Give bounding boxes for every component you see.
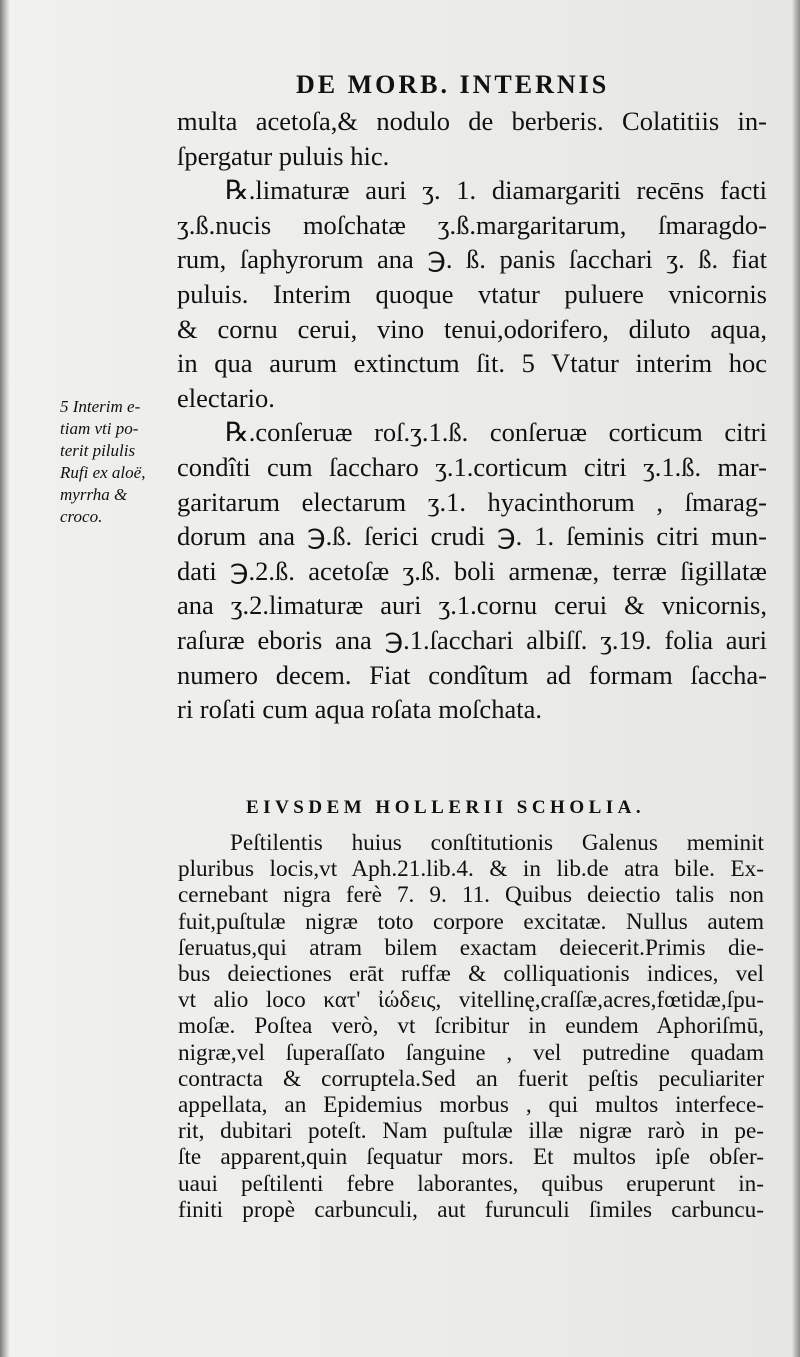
text-line: condîti cum ſaccharo ʒ.1.corticum citri ʒ.1.ß. mar-	[177, 451, 767, 482]
text-line: electario.	[177, 382, 275, 413]
scholia-line: vt alio loco κατ' ἰώδεις, vitellinę,craſſæ,acres,fœtidæ,ſpu-	[178, 987, 764, 1014]
text-line: rum, ſaphyrorum ana ℈. ß. panis ſacchari ʒ. ß. fiat	[177, 244, 767, 275]
margin-note-line: croco.	[60, 507, 103, 526]
page-right-edge-shadow	[792, 0, 800, 1357]
scholia-line: moſæ. Poſtea verò, vt ſcribitur in eundem Aphoriſmū,	[178, 1013, 764, 1040]
margin-note-line: 5 Interim e-	[60, 397, 141, 416]
text-line: ℞.conſeruæ roſ.ʒ.1.ß. conſeruæ corticum citri	[225, 417, 767, 448]
text-line: ſpergatur puluis hic.	[177, 140, 390, 171]
scholia-line: contracta & corruptela.Sed an fuerit peſtis peculiariter	[178, 1065, 764, 1092]
text-line: ri roſati cum aqua roſata moſchata.	[177, 694, 542, 725]
text-line: & cornu cerui, vino tenui,odorifero, diluto aqua,	[177, 313, 767, 344]
section-heading: EIVSDEM HOLLERII SCHOLIA.	[246, 797, 646, 818]
scholia-line: uaui peſtilenti febre laborantes, quibus eruperunt in-	[178, 1170, 764, 1197]
text-line: numero decem. Fiat condîtum ad formam ſaccha-	[177, 659, 767, 690]
running-title: DE MORB. INTERNIS	[296, 70, 610, 99]
margin-note-line: terit pilulis	[60, 441, 136, 460]
text-line: puluis. Interim quoque vtatur puluere vnicornis	[177, 278, 767, 309]
scholia-line: rit, dubitari poteſt. Nam puſtulæ illæ nigræ rarò in pe-	[178, 1118, 764, 1145]
scholia-text-block	[178, 830, 764, 1223]
scholia-line: fuit,puſtulæ nigræ toto corpore excitatæ. Nullus autem	[178, 908, 764, 935]
margin-note-line: Rufi ex aloë,	[60, 463, 146, 482]
scholia-line: cernebant nigra ferè 7. 9. 11. Quibus deiectio talis non	[178, 882, 764, 909]
scholia-line: ſeruatus,qui atram bilem exactam deiecerit.Primis die-	[178, 934, 764, 961]
margin-note-line: tiam vti po-	[60, 419, 139, 438]
scholia-line: ſte apparent,quin ſequatur mors. Et multos ipſe obſer-	[178, 1144, 764, 1171]
margin-note	[60, 396, 178, 528]
text-line: in qua aurum extinctum ſit. 5 Vtatur interim hoc	[177, 348, 767, 379]
scholia-line: finiti propè carbunculi, aut furunculi ſimiles carbuncu-	[178, 1196, 764, 1223]
text-line: dati ℈.2.ß. acetoſæ ʒ.ß. boli armenæ, terræ ſigillatæ	[177, 555, 767, 586]
margin-note-line: myrrha &	[60, 485, 128, 504]
scholia-line: bus deiectiones erāt ruffæ & colliquationis indices, vel	[178, 961, 764, 988]
text-line: dorum ana ℈.ß. ſerici crudi ℈. 1. ſeminis citri mun-	[177, 521, 767, 552]
scholia-line: appellata, an Epidemius morbus , qui multos interfece-	[178, 1092, 764, 1119]
page-left-edge-shadow	[0, 0, 10, 1357]
text-line: garitarum electarum ʒ.1. hyacinthorum , ſmarag-	[177, 486, 767, 517]
scholia-line: nigræ,vel ſuperaſſato ſanguine , vel putredine quadam	[178, 1039, 764, 1066]
scholia-line: pluribus locis,vt Aph.21.lib.4. & in lib.de atra bile. Ex-	[178, 856, 764, 883]
main-text-block	[177, 104, 767, 727]
text-line: multa acetoſa,& nodulo de berberis. Colatitiis in-	[177, 106, 767, 136]
scholia-line: Peſtilentis huius conſtitutionis Galenus meminit	[230, 830, 764, 856]
text-line: ana ʒ.2.limaturæ auri ʒ.1.cornu cerui & vnicornis,	[177, 590, 767, 621]
text-line: ʒ.ß.nucis moſchatæ ʒ.ß.margaritarum, ſmaragdo-	[177, 209, 767, 240]
text-line: ℞.limaturæ auri ʒ. 1. diamargariti recēns facti	[225, 175, 767, 206]
text-line: raſuræ eboris ana ℈.1.ſacchari albiſſ. ʒ.19. folia auri	[177, 624, 767, 655]
